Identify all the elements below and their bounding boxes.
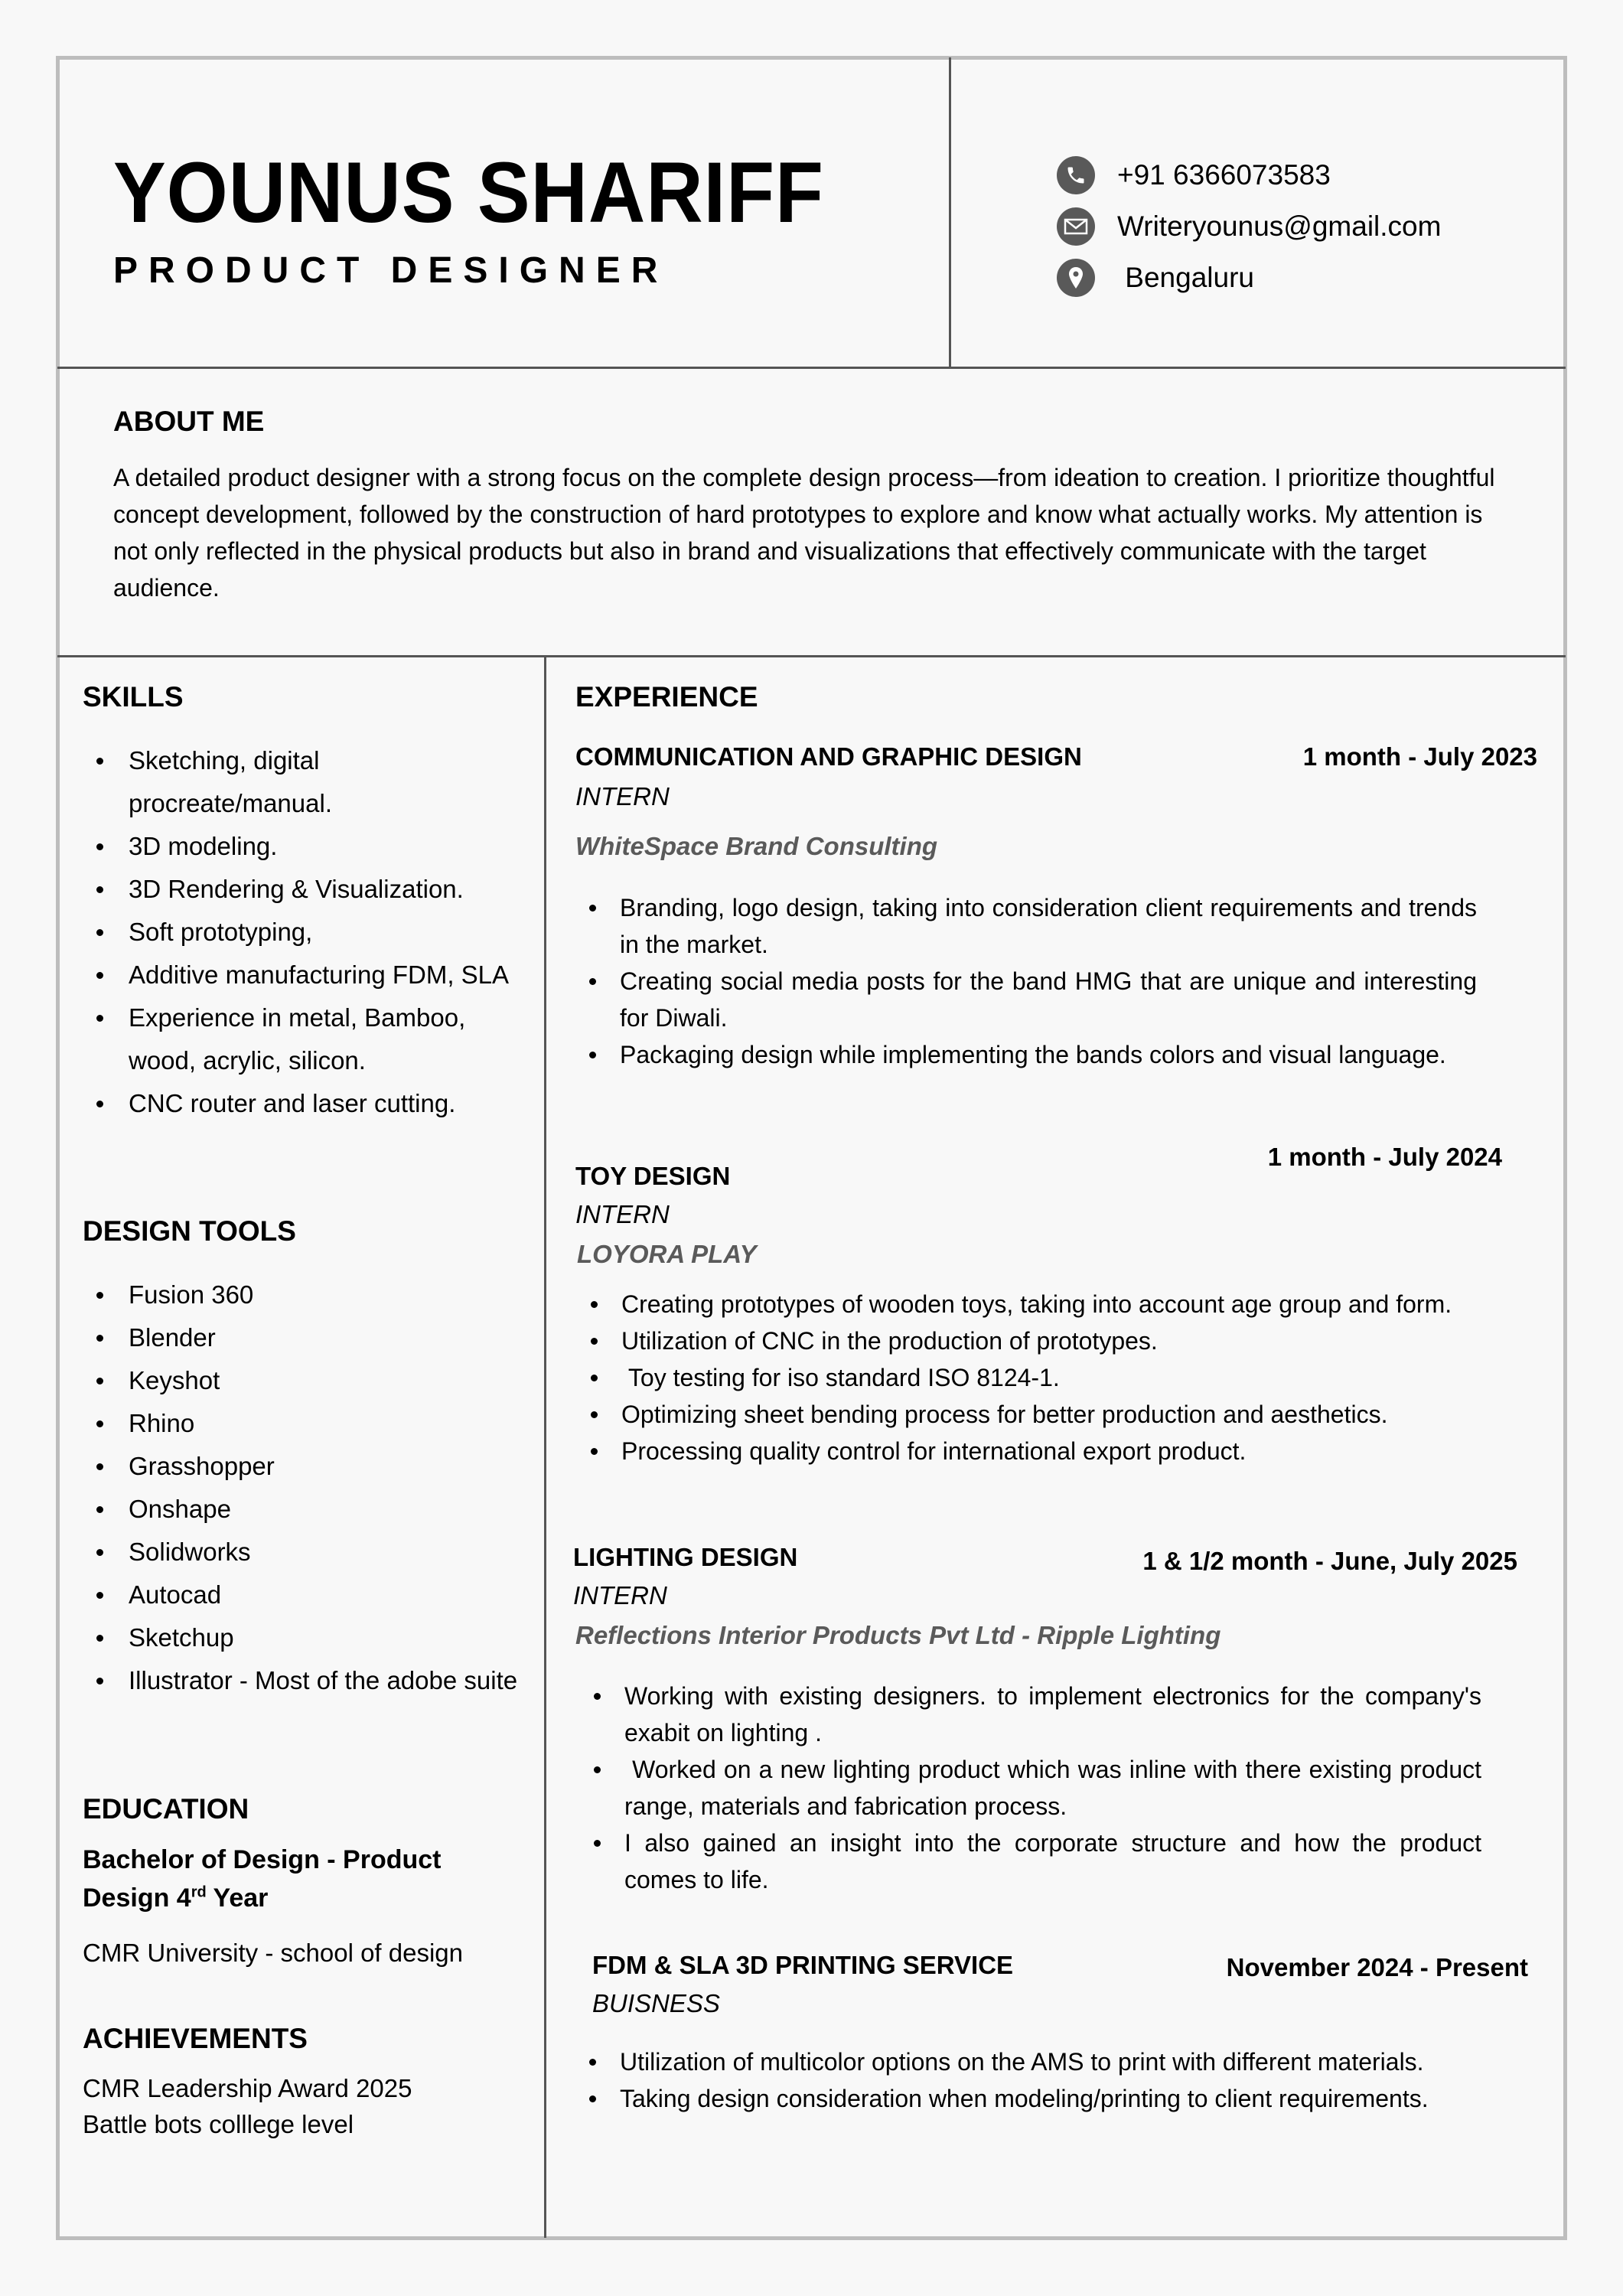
skill-item: 3D modeling. [83, 825, 526, 868]
experience-date: 1 month - July 2023 [1302, 742, 1537, 771]
skill-item: Sketching, digital procreate/manual. [83, 739, 526, 825]
experience-company: Reflections Interior Products Pvt Ltd - Ripple Lighting [575, 1621, 1221, 1649]
skill-item: Additive manufacturing FDM, SLA [83, 954, 526, 996]
skills-list [83, 739, 526, 1125]
experience-title: COMMUNICATION AND GRAPHIC DESIGN [575, 742, 1082, 771]
about-text: A detailed product designer with a strong focus on the complete design process—from ideation to creation. I prioritize thoughtful concept development, followed by the construction of hard prototypes to explore and know what actually works. My attention is not only reflected in the physical products but also in brand and visualizations that effectively communicate with the target audience. [113, 464, 1495, 602]
experience-date: 1 & 1/2 month - June, July 2025 [1142, 1547, 1517, 1575]
tool-item: Fusion 360 [83, 1274, 526, 1316]
column-divider [544, 656, 546, 2238]
about-heading: ABOUT ME [113, 406, 265, 437]
experience-title: LIGHTING DESIGN [573, 1543, 798, 1571]
tool-item: Keyshot [83, 1359, 526, 1402]
location-pin-icon [1057, 259, 1095, 297]
skill-item: 3D Rendering & Visualization. [83, 868, 526, 911]
skill-item: CNC router and laser cutting. [83, 1082, 526, 1125]
experience-title: FDM & SLA 3D PRINTING SERVICE [592, 1951, 1014, 1979]
tool-item: Autocad [83, 1574, 526, 1616]
tool-item: Sketchup [83, 1616, 526, 1659]
experience-date: 1 month - July 2024 [1267, 1143, 1502, 1171]
skills-heading: SKILLS [83, 681, 184, 713]
tool-item: Onshape [83, 1488, 526, 1531]
experience-title: TOY DESIGN [575, 1162, 731, 1190]
experience-bullet: Branding, logo design, taking into consideration client requirements and trends in the market. [574, 889, 1477, 963]
experience-bullet: Working with existing designers. to implement electronics for the company's exabit on lighting . [578, 1678, 1481, 1751]
contact-phone [1057, 156, 1331, 194]
experience-role: INTERN [575, 782, 670, 810]
candidate-name: YOUNUS SHARIFF [113, 145, 824, 240]
experience-bullet: Taking design consideration when modeling/printing to client requirements. [574, 2080, 1477, 2117]
experience-bullet: Packaging design while implementing the bands colors and visual language. [574, 1036, 1477, 1073]
achievement-item: Battle bots colllege level [83, 2110, 354, 2138]
education-degree: Bachelor of Design - Product Design 4rd Year [83, 1845, 442, 1913]
tool-item: Grasshopper [83, 1445, 526, 1488]
about-divider [57, 655, 1566, 657]
candidate-title: PRODUCT DESIGNER [113, 250, 669, 291]
experience-bullet: Utilization of multicolor options on the AMS to print with different materials. [574, 2043, 1477, 2080]
contact-location [1057, 259, 1254, 297]
skill-item: Experience in metal, Bamboo, wood, acrylic, silicon. [83, 996, 526, 1082]
experience-bullets [574, 889, 1477, 1073]
experience-bullets [578, 1678, 1488, 1898]
experience-bullet: I also gained an insight into the corporate structure and how the product comes to life. [578, 1825, 1481, 1898]
experience-bullet: Creating social media posts for the band HMG that are unique and interesting for Diwali. [574, 963, 1477, 1036]
location-text: Bengaluru [1117, 262, 1254, 293]
tool-item: Blender [83, 1316, 526, 1359]
header-divider-vertical [949, 57, 951, 368]
tool-item: Rhino [83, 1402, 526, 1445]
experience-bullet: Optimizing sheet bending process for better production and aesthetics. [575, 1396, 1478, 1433]
tool-item: Illustrator - Most of the adobe suite [83, 1659, 526, 1702]
tool-item: Solidworks [83, 1531, 526, 1574]
experience-date: November 2024 - Present [1226, 1953, 1528, 1981]
experience-bullet: Utilization of CNC in the production of prototypes. [575, 1322, 1478, 1359]
design-tools-heading: DESIGN TOOLS [83, 1215, 296, 1247]
experience-role: INTERN [573, 1581, 667, 1609]
mail-icon [1057, 207, 1095, 246]
education-school: CMR University - school of design [83, 1939, 463, 1967]
experience-heading: EXPERIENCE [575, 681, 758, 713]
phone-icon [1057, 156, 1095, 194]
experience-role: BUISNESS [592, 1989, 720, 2017]
experience-company: LOYORA PLAY [577, 1240, 757, 1268]
education-heading: EDUCATION [83, 1793, 249, 1825]
contact-email [1057, 207, 1441, 246]
skill-item: Soft prototyping, [83, 911, 526, 954]
experience-company: WhiteSpace Brand Consulting [575, 832, 938, 860]
phone-number[interactable]: +91 6366073583 [1117, 159, 1331, 191]
experience-bullet: Worked on a new lighting product which was inline with there existing product range, materials and fabrication process. [578, 1751, 1481, 1825]
experience-bullets [575, 1286, 1478, 1469]
experience-bullet: Toy testing for iso standard ISO 8124-1. [575, 1359, 1478, 1396]
email-address[interactable]: Writeryounus@gmail.com [1117, 210, 1442, 242]
experience-bullet: Creating prototypes of wooden toys, taking into account age group and form. [575, 1286, 1478, 1322]
header-divider [57, 367, 1566, 369]
experience-role: INTERN [575, 1200, 670, 1228]
experience-bullets [574, 2043, 1477, 2117]
achievement-item: CMR Leadership Award 2025 [83, 2074, 412, 2102]
achievements-heading: ACHIEVEMENTS [83, 2023, 308, 2054]
experience-bullet: Processing quality control for international export product. [575, 1433, 1478, 1469]
design-tools-list [83, 1274, 526, 1702]
